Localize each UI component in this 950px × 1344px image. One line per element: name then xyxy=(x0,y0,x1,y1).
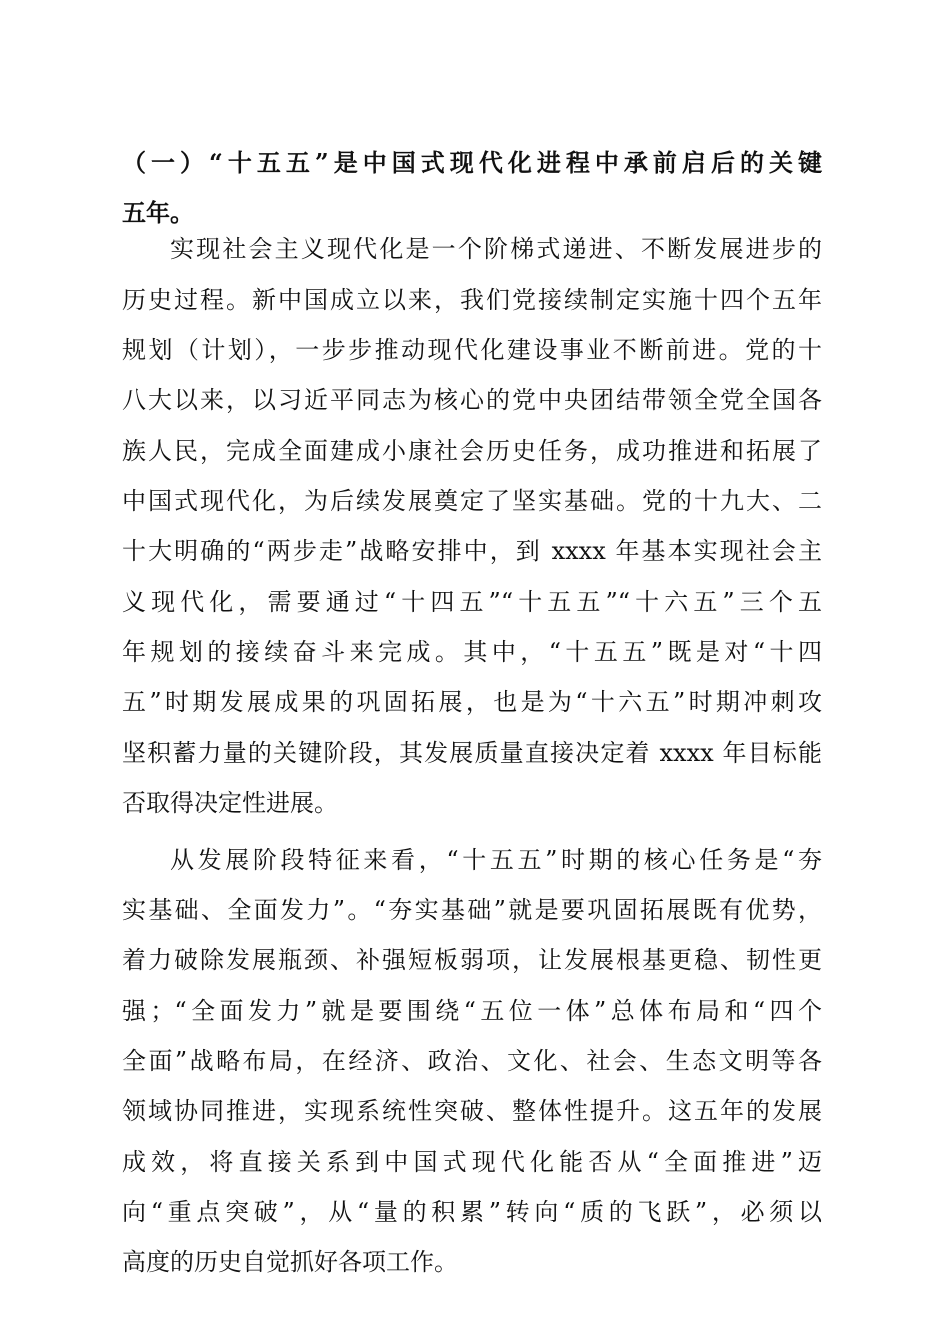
paragraph-1-line: 五”时期发展成果的巩固拓展，也是为“十六五”时期冲刺攻 xyxy=(122,688,822,716)
section-heading-line-1: （一）“十五五”是中国式现代化进程中承前启后的关键 xyxy=(122,148,822,177)
paragraph-1-line: 族人民，完成全面建成小康社会历史任务，成功推进和拓展了 xyxy=(122,437,822,465)
paragraph-1-line: 义现代化，需要通过“十四五”“十五五”“十六五”三个五 xyxy=(122,588,822,616)
paragraph-1-line: 实现社会主义现代化是一个阶梯式递进、不断发展进步的 xyxy=(170,235,822,263)
paragraph-2-line: 高度的历史自觉抓好各项工作。 xyxy=(122,1248,458,1276)
paragraph-1-line: 规划（计划），一步步推动现代化建设事业不断前进。党的十 xyxy=(122,336,822,364)
paragraph-2-line: 强；“全面发力”就是要围绕“五位一体”总体布局和“四个 xyxy=(122,997,822,1025)
paragraph-2-line: 实基础、全面发力”。“夯实基础”就是要巩固拓展既有优势， xyxy=(122,896,822,924)
paragraph-1-line: 中国式现代化，为后续发展奠定了坚实基础。党的十九大、二 xyxy=(122,487,822,515)
paragraph-2-line: 着力破除发展瓶颈、补强短板弱项，让发展根基更稳、韧性更 xyxy=(122,946,822,974)
paragraph-1-line: 历史过程。新中国成立以来，我们党接续制定实施十四个五年 xyxy=(122,286,822,314)
paragraph-2-line: 从发展阶段特征来看，“十五五”时期的核心任务是“夯 xyxy=(170,846,822,874)
section-heading-line-2: 五年。 xyxy=(122,198,194,227)
paragraph-1-line: 否取得决定性进展。 xyxy=(122,789,338,817)
paragraph-1-line: 坚积蓄力量的关键阶段，其发展质量直接决定着 xxxx 年目标能 xyxy=(122,739,822,767)
paragraph-2-line: 全面”战略布局，在经济、政治、文化、社会、生态文明等各 xyxy=(122,1047,822,1075)
paragraph-2-line: 向“重点突破”，从“量的积累”转向“质的飞跃”，必须以 xyxy=(122,1198,822,1226)
paragraph-1-line: 年规划的接续奋斗来完成。其中，“十五五”既是对“十四 xyxy=(122,638,822,666)
paragraph-1-line: 十大明确的“两步走”战略安排中，到 xxxx 年基本实现社会主 xyxy=(122,537,822,565)
paragraph-2-line: 成效，将直接关系到中国式现代化能否从“全面推进”迈 xyxy=(122,1148,822,1176)
paragraph-2-line: 领域协同推进，实现系统性突破、整体性提升。这五年的发展 xyxy=(122,1097,822,1125)
paragraph-1-line: 八大以来，以习近平同志为核心的党中央团结带领全党全国各 xyxy=(122,386,822,414)
